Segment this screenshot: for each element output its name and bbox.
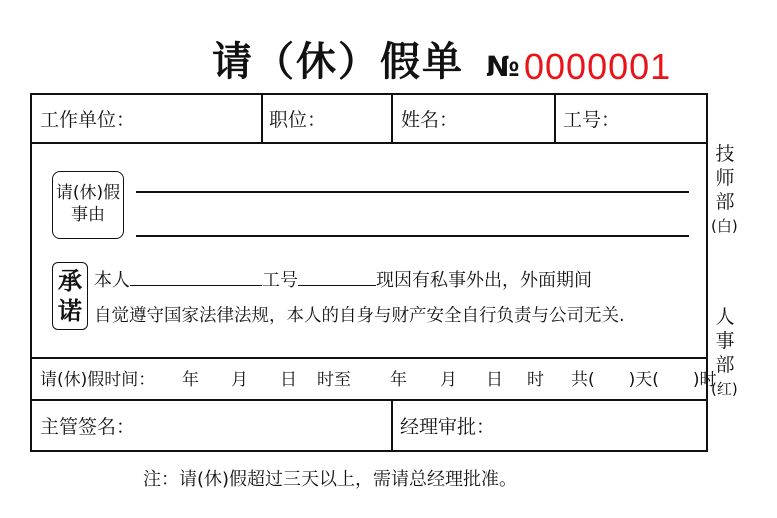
supervisor-signature-label[interactable]: 主管签名： xyxy=(40,416,136,438)
pledge-box xyxy=(52,262,88,330)
end-month[interactable]: 月 xyxy=(440,370,457,390)
start-day[interactable]: 日 xyxy=(280,370,297,390)
footer-note: 注：请(休)假超过三天以上，需请总经理批准。 xyxy=(143,469,518,490)
reason-label-line2: 事由 xyxy=(71,205,105,225)
name-label[interactable]: 姓名： xyxy=(401,109,459,131)
copy-label-tech-white: 技 师 部 (白) xyxy=(711,143,738,235)
col-divider xyxy=(391,95,393,142)
end-day[interactable]: 日 xyxy=(486,370,503,390)
copy-label-hr-red: 人 事 部 (红) xyxy=(711,306,738,398)
form-title: 请（休）假单 xyxy=(212,39,464,85)
row-divider xyxy=(32,357,706,359)
end-hour[interactable]: 时 xyxy=(527,370,544,390)
leave-time-label: 请(休)假时间： xyxy=(40,370,156,390)
end-year[interactable]: 年 xyxy=(390,370,407,390)
position-label[interactable]: 职位： xyxy=(269,109,327,131)
reason-line-2[interactable] xyxy=(136,235,689,237)
name-blank[interactable] xyxy=(130,267,262,286)
start-year[interactable]: 年 xyxy=(182,370,199,390)
row-divider xyxy=(32,399,706,401)
serial-number: 0000001 xyxy=(524,46,672,87)
pledge-line-1 xyxy=(94,267,592,293)
row-divider xyxy=(32,142,706,144)
number-sign: № xyxy=(486,50,520,83)
start-hour[interactable]: 时至 xyxy=(317,370,351,390)
reason-label-line1: 请(休)假 xyxy=(55,183,121,203)
pledge-line-2: 自觉遵守国家法律法规，本人的自身与财产安全自行负责与公司无关. xyxy=(94,306,625,326)
employee-id-blank[interactable] xyxy=(298,267,376,286)
leave-reason-box xyxy=(52,171,124,239)
col-divider xyxy=(261,95,263,142)
pledge-text-a: 本人 xyxy=(94,270,130,291)
start-month[interactable]: 月 xyxy=(231,370,248,390)
col-divider xyxy=(554,95,556,142)
work-unit-label[interactable]: 工作单位： xyxy=(40,109,136,131)
leave-form xyxy=(30,93,717,452)
reason-line-1[interactable] xyxy=(136,191,689,193)
total-duration[interactable]: 共( )天( )时 xyxy=(571,370,717,390)
pledge-char-1: 承 xyxy=(58,267,82,295)
manager-approval-label[interactable]: 经理审批： xyxy=(400,416,496,438)
employee-id-label[interactable]: 工号： xyxy=(563,109,621,131)
pledge-text-c: 现因有私事外出，外面期间 xyxy=(376,270,592,291)
pledge-text-b: 工号 xyxy=(262,270,298,291)
col-divider xyxy=(391,399,393,450)
pledge-char-2: 诺 xyxy=(58,297,82,325)
